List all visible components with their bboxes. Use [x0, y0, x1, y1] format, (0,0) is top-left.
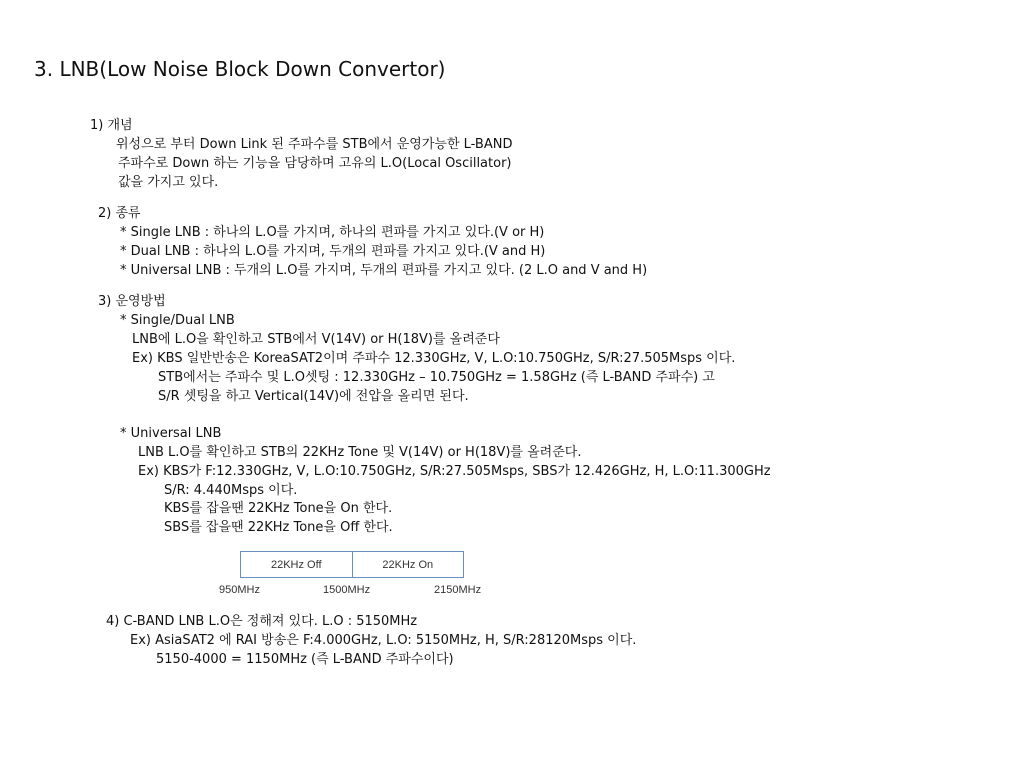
single-dual-line: STB에서는 주파수 및 L.O셋팅 : 12.330GHz – 10.750GHz = 1.58GHz (즉 L-BAND 주파수) 고 — [158, 370, 715, 385]
section-4-line: 5150-4000 = 1150MHz (즉 L-BAND 주파수이다) — [156, 652, 454, 667]
section-2-heading: 2) 종류 — [98, 206, 141, 221]
band-cell-22khz-off: 22KHz Off — [270, 558, 322, 571]
single-dual-line: Ex) KBS 일반반송은 KoreaSAT2이며 주파수 12.330GHz, V, L.O:10.750GHz, S/R:27.505Msps 이다. — [132, 351, 736, 366]
page-title: 3. LNB(Low Noise Block Down Convertor) — [34, 57, 446, 81]
section-4-heading: 4) C-BAND LNB L.O은 정해져 있다. L.O : 5150MHz — [106, 614, 418, 629]
universal-line: KBS를 잡을땐 22KHz Tone을 On 한다. — [164, 501, 393, 516]
section-1-line: 값을 가지고 있다. — [118, 175, 219, 190]
l-band-diagram — [240, 551, 464, 578]
universal-line: SBS를 잡을땐 22KHz Tone을 Off 한다. — [164, 520, 393, 535]
universal-line: Ex) KBS가 F:12.330GHz, V, L.O:10.750GHz, S/R:27.505Msps, SBS가 12.426GHz, H, L.O:11.300GHz — [138, 464, 771, 479]
section-2-line: * Dual LNB : 하나의 L.O를 가지며, 두개의 편파를 가지고 있다.(V and H) — [120, 244, 546, 259]
band-cell-22khz-on: 22KHz On — [352, 552, 464, 577]
frequency-label: 950MHz — [219, 584, 260, 596]
section-1-line: 위성으로 부터 Down Link 된 주파수를 STB에서 운영가능한 L-BAND — [116, 137, 513, 152]
universal-label: * Universal LNB — [120, 426, 222, 441]
section-2-line: * Single LNB : 하나의 L.O를 가지며, 하나의 편파를 가지고 있다.(V or H) — [120, 225, 545, 240]
section-1-line: 주파수로 Down 하는 기능을 담당하며 고유의 L.O(Local Oscillator) — [118, 156, 512, 171]
frequency-label: 2150MHz — [434, 584, 482, 596]
section-2-line: * Universal LNB : 두개의 L.O를 가지며, 두개의 편파를 가지고 있다. (2 L.O and V and H) — [120, 263, 648, 278]
section-3-heading: 3) 운영방법 — [98, 294, 166, 309]
section-1-heading: 1) 개념 — [90, 118, 133, 133]
section-4-line: Ex) AsiaSAT2 에 RAI 방송은 F:4.000GHz, L.O: 5150MHz, H, S/R:28120Msps 이다. — [130, 633, 637, 648]
frequency-label: 1500MHz — [323, 584, 371, 596]
single-dual-label: * Single/Dual LNB — [120, 313, 235, 328]
universal-line: LNB L.O를 확인하고 STB의 22KHz Tone 및 V(14V) or H(18V)를 올려준다. — [138, 445, 582, 460]
universal-line: S/R: 4.440Msps 이다. — [164, 483, 298, 498]
single-dual-line: LNB에 L.O을 확인하고 STB에서 V(14V) or H(18V)를 올려준다 — [132, 332, 500, 347]
single-dual-line: S/R 셋팅을 하고 Vertical(14V)에 전압을 올리면 된다. — [158, 389, 469, 404]
